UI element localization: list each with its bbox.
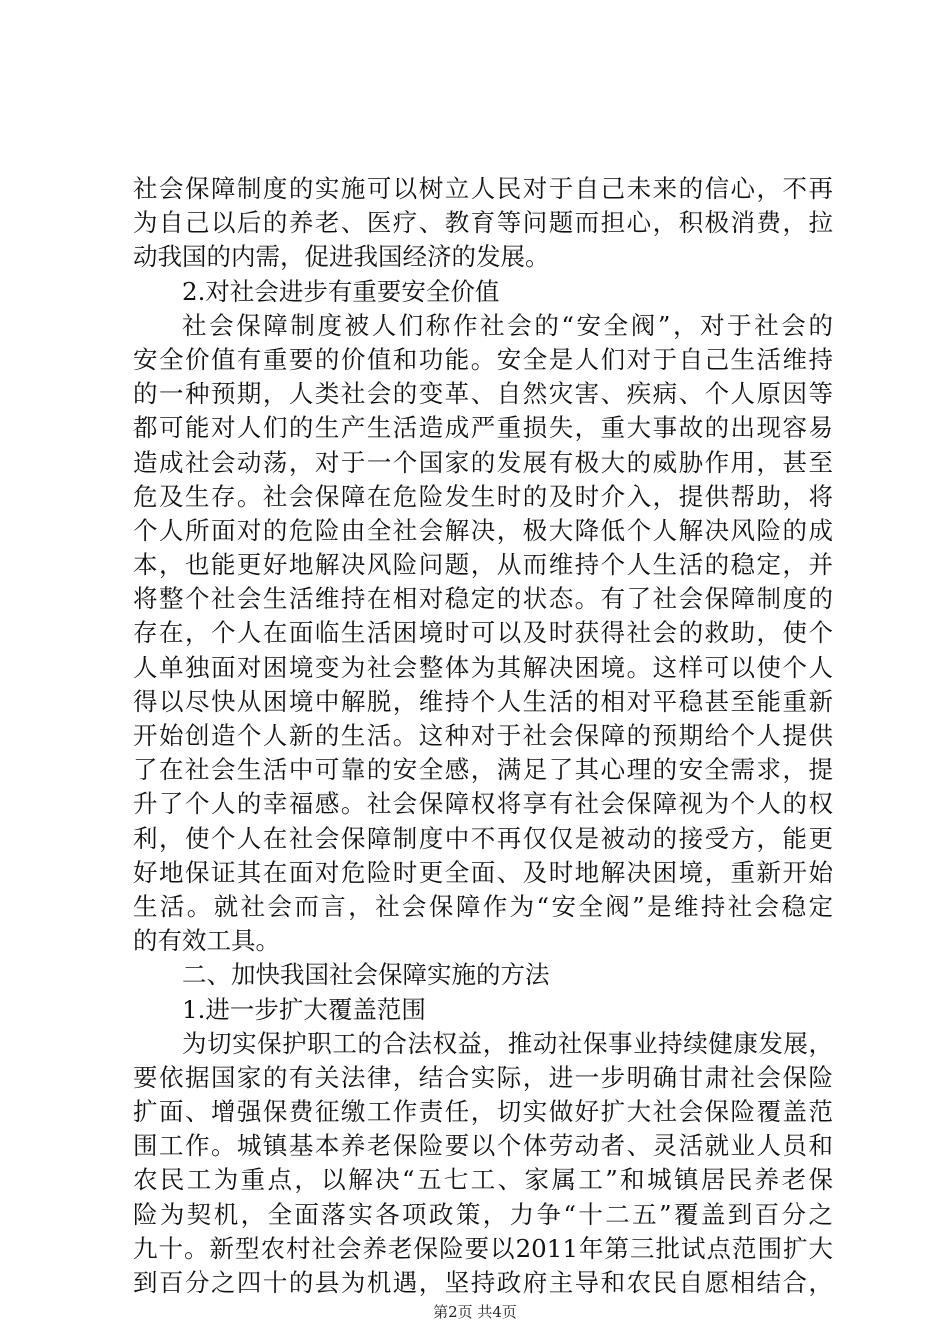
text-line: 的有效工具。 [133, 926, 280, 956]
text-line: 好地保证其在面对危险时更全面、及时地解决困境，重新开始 [133, 857, 833, 887]
text-line: 社会保障制度的实施可以树立人民对于自己未来的信心，不再 [133, 174, 833, 203]
text-line: 得以尽快从困境中解脱，维持个人生活的相对平稳甚至能重新 [133, 686, 833, 716]
text-line: 1.进一步扩大覆盖范围 [182, 994, 426, 1024]
text-line: 九十。新型农村社会养老保险要以2011年第三批试点范围扩大 [133, 1233, 833, 1263]
text-line: 将整个社会生活维持在相对稳定的状态。有了社会保障制度的 [133, 584, 833, 614]
text-line: 本，也能更好地解决风险问题，从而维持个人生活的稳定，并 [133, 550, 833, 580]
text-line: 为切实保护职工的合法权益，推动社保事业持续健康发展， [182, 1028, 833, 1058]
text-line: 的一种预期，人类社会的变革、自然灾害、疾病、个人原因等 [133, 379, 833, 409]
text-line: 险为契机，全面落实各项政策，力争“十二五”覆盖到百分之 [133, 1199, 833, 1229]
text-line: 开始创造个人新的生活。这种对于社会保障的预期给个人提供 [133, 721, 833, 750]
text-line: 到百分之四十的县为机遇，坚持政府主导和农民自愿相结合， [133, 1268, 833, 1297]
text-line: 动我国的内需，促进我国经济的发展。 [133, 242, 550, 272]
text-line: 要依据国家的有关法律，结合实际，进一步明确甘肃社会保险 [133, 1062, 833, 1092]
text-line: 都可能对人们的生产生活造成严重损失，重大事故的出现容易 [133, 413, 833, 443]
text-line: 社会保障制度被人们称作社会的“安全阀”，对于社会的 [182, 310, 833, 340]
text-line: 安全价值有重要的价值和功能。安全是人们对于自己生活维持 [133, 344, 833, 374]
text-line: 造成社会动荡，对于一个国家的发展有极大的威胁作用，甚至 [133, 447, 833, 477]
text-line: 存在，个人在面临生活困境时可以及时获得社会的救助，使个 [133, 618, 833, 648]
text-line: 二、加快我国社会保障实施的方法 [182, 960, 550, 990]
body-text [133, 172, 833, 1300]
text-line: 危及生存。社会保障在危险发生时的及时介入，提供帮助，将 [133, 481, 833, 511]
text-line: 了在社会生活中可靠的安全感，满足了其心理的安全需求，提 [133, 755, 833, 785]
text-line: 升了个人的幸福感。社会保障权将享有社会保障视为个人的权 [133, 789, 833, 819]
text-line: 利，使个人在社会保障制度中不再仅仅是被动的接受方，能更 [133, 823, 833, 853]
text-line: 人单独面对困境变为社会整体为其解决困境。这样可以使个人 [133, 652, 833, 682]
text-line: 生活。就社会而言，社会保障作为“安全阀”是维持社会稳定 [133, 891, 833, 921]
text-line: 扩面、增强保费征缴工作责任，切实做好扩大社会保险覆盖范 [133, 1097, 833, 1127]
text-line: 农民工为重点，以解决“五七工、家属工”和城镇居民养老保 [133, 1165, 833, 1195]
text-line: 个人所面对的危险由全社会解决，极大降低个人解决风险的成 [133, 515, 833, 545]
page-footer: 第2页 共4页 [433, 1303, 517, 1321]
text-line: 围工作。城镇基本养老保险要以个体劳动者、灵活就业人员和 [133, 1131, 833, 1161]
text-line: 为自己以后的养老、医疗、教育等问题而担心，积极消费，拉 [133, 208, 833, 238]
text-line: 2.对社会进步有重要安全价值 [182, 276, 500, 306]
